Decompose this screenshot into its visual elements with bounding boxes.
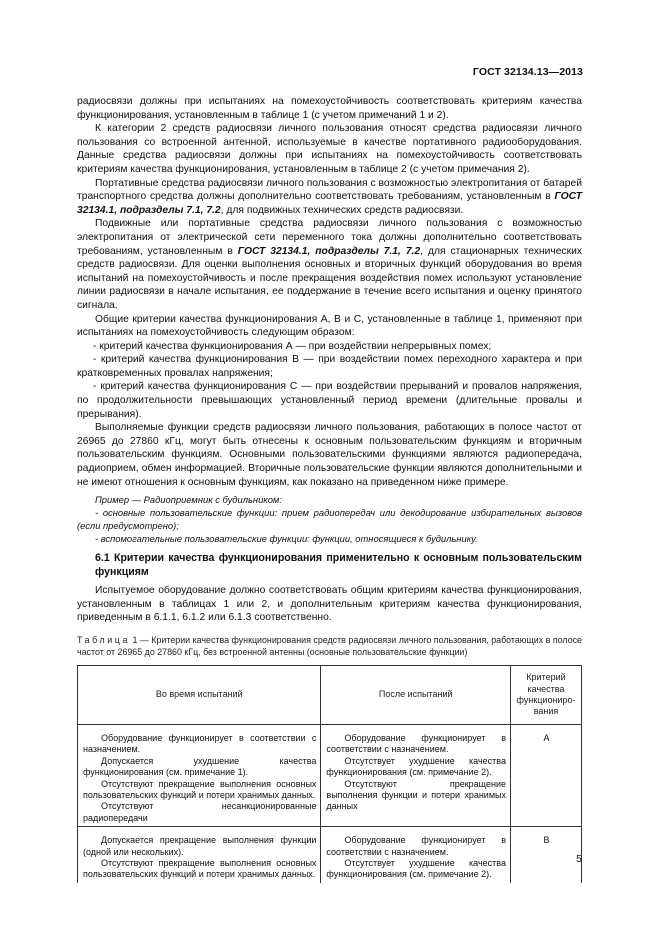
standard-reference: ГОСТ 32134.1, подразделы 7.1, 7.2 (77, 191, 582, 216)
table-caption-text: 1 — Критерии качества функционирования средств радиосвязи личного пользования, работающих в полосе частот от 26965 до 27860 кГц, без встроенной антенны (основные пользовательские функции) (77, 635, 582, 657)
cell-after (321, 725, 511, 827)
paragraph: Испытуемое оборудование должно соответствовать общим критериям качества функционирования, установленным в таблицах 1 или 2, и дополнительным критериям качества функционирования, приведенным в 6.1.1, 6.1.2 или 6.1.3 соответственно. (77, 585, 582, 624)
table-header-row (78, 666, 582, 725)
paragraph: Выполняемые функции средств радиосвязи личного пользования, работающих в полосе частот от 26965 до 27860 кГц, могут быть отнесены к основным пользовательским функциям и вторичным пользовательским функциям. Основными пользовательскими функциями являются радиопередача, радиоприем, обмен информацией. Вторичные пользовательские функции являются дополнительными и не имеют отношения к основным функциям, как показано на приведенном ниже примере. (77, 422, 582, 488)
table-caption (77, 635, 582, 658)
column-header-criterion: Критерий качества функциониро-вания (511, 666, 582, 725)
column-header-after: После испытаний (321, 666, 511, 725)
cell-criterion: В (511, 827, 582, 883)
cell-criterion: А (511, 725, 582, 827)
cell-line: Оборудование функционирует в соответствии с назначением. (326, 835, 506, 857)
page-number: 5 (576, 853, 582, 865)
cell-line: Допускается ухудшение качества функционирования (см. примечание 1). (83, 755, 317, 778)
example-item: - основные пользовательские функции: прием радиопередач или декодирование избирательных вызовов (если предусмотрено); (77, 507, 582, 532)
list-item: - критерий качества функционирования С — при воздействии прерываний и провалов напряжения, по продолжительности превышающих установленный период времени (длительные провалы и прерывания). (77, 381, 582, 420)
list-item: - критерий качества функционирования А — при воздействии непрерывных помех; (93, 340, 492, 352)
document-header: ГОСТ 32134.13—2013 (472, 66, 583, 78)
example-item: - вспомогательные пользовательские функции: функции, относящиеся к будильнику. (95, 533, 478, 545)
paragraph: радиосвязи должны при испытаниях на помехоустойчивость соответствовать критериям качества функционирования, установленным в таблице 1 (с учетом примечаний 1 и 2). (77, 96, 582, 121)
paragraph (77, 217, 582, 312)
cell-after (321, 827, 511, 883)
paragraph-text: , для стационарных технических средств радиосвязи. Для оценки выполнения основных и вторичных функций оборудования во время испытаний на помехоустойчивость и после прекращения воздействия помех используют установление линии радиосвязи в начале испытания, ее поддержание в течение всего испытания и оценку принятого сигнала. (77, 245, 582, 311)
cell-during (78, 725, 321, 827)
cell-line: Отсутствуют прекращение выполнения основных пользовательских функций и потери хранимых данных. (83, 778, 317, 801)
paragraph (77, 177, 582, 218)
cell-line: Отсутствуют несанкционированные радиопередачи (83, 801, 317, 823)
list-item: - критерий качества функционирования В — при воздействии помех переходного характера и при кратковременных провалах напряжения; (77, 354, 582, 379)
table-row (78, 827, 582, 883)
example-title: Пример — Радиоприемник с будильником: (95, 494, 282, 506)
section-heading: 6.1 Критерии качества функционирования применительно к основным пользовательским функциям (95, 552, 582, 578)
cell-line: Допускается прекращение выполнения функции (одной или нескольких). (83, 835, 317, 857)
cell-line: Оборудование функционирует в соответствии с назначением. (83, 733, 317, 755)
cell-line: Отсутствуют прекращение выполнения функции и потери хранимых данных (326, 778, 506, 812)
paragraph: К категории 2 средств радиосвязи личного пользования относят средства радиосвязи личного пользования со встроенной антенной, используемые в качестве портативного радиооборудования. Данные средства радиосвязи должны при испытаниях на помехоустойчивость соответствовать критериям качества функционирования, установленным в таблице 2 (с учетом примечания 2). (77, 123, 582, 175)
criteria-table (77, 665, 582, 883)
column-header-during: Во время испытаний (78, 666, 321, 725)
cell-line: Отсутствуют прекращение выполнения основных пользовательских функций и потери хранимых данных. (83, 858, 317, 880)
paragraph-text: Подвижные или портативные средства радиосвязи личного пользования с возможностью электропитания от электрической сети переменного тока должны дополнительно соответствовать требованиям, установленным в (77, 218, 582, 257)
table-row (78, 725, 582, 827)
cell-line: Отсутствует ухудшение качества функционирования (см. примечание 2). (326, 858, 506, 880)
paragraph-text: , для подвижных технических средств радиосвязи. (220, 204, 464, 216)
cell-during (78, 827, 321, 883)
document-body (77, 95, 582, 883)
table-caption-label: Таблица (77, 635, 130, 645)
cell-line: Оборудование функционирует в соответствии с назначением. (326, 733, 506, 755)
standard-reference: ГОСТ 32134.1, подразделы 7.1, 7.2 (237, 245, 421, 257)
paragraph-text: Портативные средства радиосвязи личного пользования с возможностью электропитания от батарей транспортного средства должны дополнительно соответствовать требованиям, установленным в (77, 177, 582, 203)
cell-line: Отсутствует ухудшение качества функционирования (см. примечание 2). (326, 755, 506, 778)
paragraph: Общие критерии качества функционирования А, В и С, установленные в таблице 1, применяют при испытаниях на помехоустойчивость следующим образом: (77, 313, 582, 339)
